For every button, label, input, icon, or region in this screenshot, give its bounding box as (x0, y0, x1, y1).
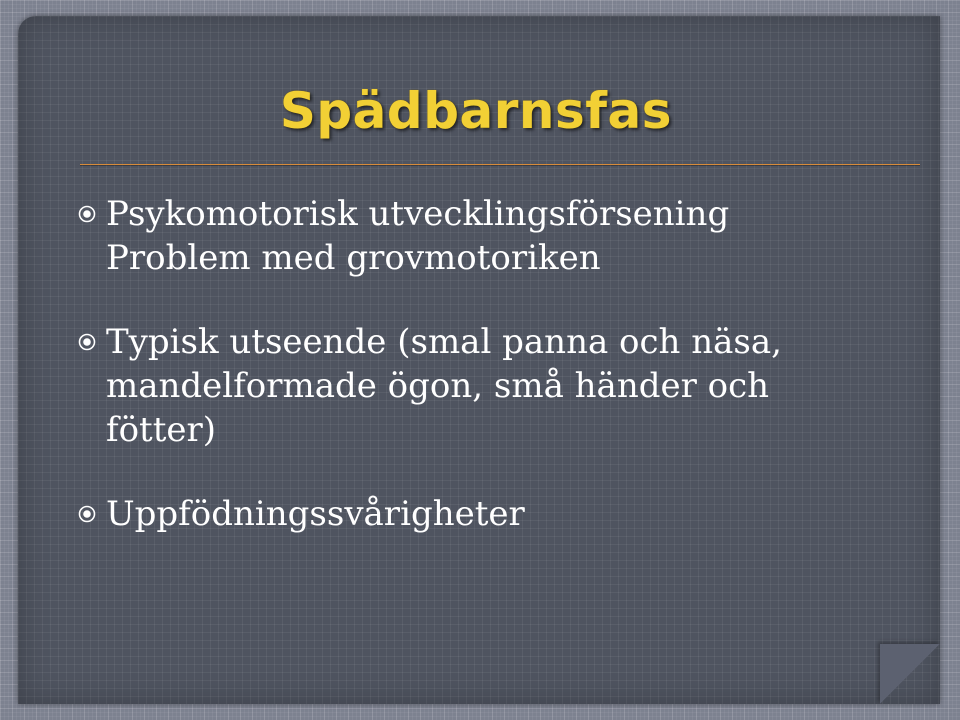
bullet-text (106, 192, 926, 280)
bullet-line: Problem med grovmotoriken (106, 238, 601, 278)
slide-panel (18, 16, 940, 704)
bullet-line: Typisk utseende (smal panna och näsa, (106, 322, 782, 362)
bullet-line: Uppfödningssvårigheter (106, 494, 525, 534)
bullet-text (106, 492, 926, 536)
bullet-item (76, 492, 926, 536)
bullet-list (76, 192, 926, 576)
bullet-line: mandelformade ögon, små händer och (106, 366, 770, 406)
slide-title: Spädbarnsfas (279, 82, 672, 140)
circle-dot-icon (76, 492, 98, 536)
bullet-line: Psykomotorisk utvecklingsförsening (106, 194, 730, 234)
title-divider (80, 164, 920, 165)
page-curl-corner (880, 644, 940, 704)
bullet-text (106, 320, 926, 452)
circle-dot-icon (76, 192, 98, 236)
circle-dot-icon (76, 320, 98, 364)
bullet-line: fötter) (106, 410, 217, 450)
bullet-item (76, 320, 926, 452)
bullet-item (76, 192, 926, 280)
